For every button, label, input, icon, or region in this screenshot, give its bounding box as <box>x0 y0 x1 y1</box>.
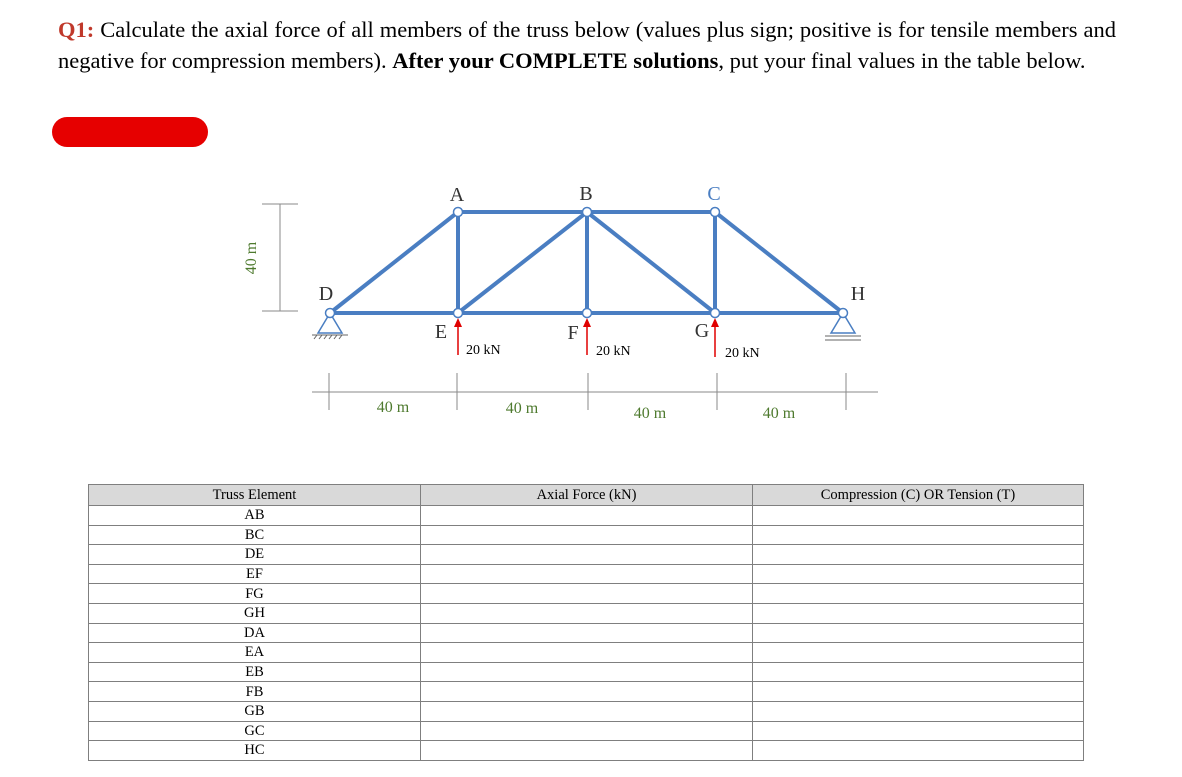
element-name-cell: GH <box>89 603 421 623</box>
compression-tension-cell[interactable] <box>753 701 1084 721</box>
compression-tension-cell[interactable] <box>753 525 1084 545</box>
element-name-cell: EB <box>89 662 421 682</box>
joint-e <box>454 309 463 318</box>
table-row <box>89 584 1084 604</box>
table-row <box>89 682 1084 702</box>
table-row <box>89 701 1084 721</box>
node-label-e: E <box>434 321 448 343</box>
node-label-a: A <box>449 184 465 206</box>
joint-d <box>326 309 335 318</box>
element-name-cell: AB <box>89 506 421 526</box>
axial-force-cell[interactable] <box>421 545 753 565</box>
question-label: Q1: <box>58 17 95 42</box>
table-row <box>89 545 1084 565</box>
axial-force-cell[interactable] <box>421 662 753 682</box>
compression-tension-cell[interactable] <box>753 564 1084 584</box>
member-eb <box>458 212 587 313</box>
axial-force-cell[interactable] <box>421 623 753 643</box>
load-label-e: 20 kN <box>466 343 501 358</box>
load-label-g: 20 kN <box>725 346 760 361</box>
element-name-cell: HC <box>89 741 421 761</box>
table-row <box>89 506 1084 526</box>
axial-force-cell[interactable] <box>421 643 753 663</box>
compression-tension-cell[interactable] <box>753 506 1084 526</box>
compression-tension-cell[interactable] <box>753 643 1084 663</box>
header-truss-element: Truss Element <box>89 485 421 506</box>
element-name-cell: FG <box>89 584 421 604</box>
axial-force-cell[interactable] <box>421 721 753 741</box>
compression-tension-cell[interactable] <box>753 682 1084 702</box>
element-name-cell: BC <box>89 525 421 545</box>
span-label-2: 40 m <box>505 400 539 417</box>
compression-tension-cell[interactable] <box>753 584 1084 604</box>
table-row <box>89 662 1084 682</box>
compression-tension-cell[interactable] <box>753 603 1084 623</box>
header-axial-force: Axial Force (kN) <box>421 485 753 506</box>
element-name-cell: DE <box>89 545 421 565</box>
joint-c <box>711 208 720 217</box>
compression-tension-cell[interactable] <box>753 545 1084 565</box>
joint-h <box>839 309 848 318</box>
span-label-4: 40 m <box>762 405 796 422</box>
compression-tension-cell[interactable] <box>753 623 1084 643</box>
element-name-cell: GC <box>89 721 421 741</box>
table-row <box>89 564 1084 584</box>
joint-g <box>711 309 720 318</box>
load-label-f: 20 kN <box>596 344 631 359</box>
compression-tension-cell[interactable] <box>753 662 1084 682</box>
member-gb <box>587 212 715 313</box>
axial-force-cell[interactable] <box>421 584 753 604</box>
truss-members <box>330 212 843 313</box>
span-label-3: 40 m <box>633 405 667 422</box>
node-label-f: F <box>567 322 579 344</box>
span-label-1: 40 m <box>376 399 410 416</box>
member-da <box>330 212 458 313</box>
table-row <box>89 643 1084 663</box>
answer-table-body <box>89 506 1084 761</box>
member-hc <box>715 212 843 313</box>
table-header-row <box>89 485 1084 506</box>
axial-force-cell[interactable] <box>421 525 753 545</box>
height-label: 40 m <box>243 241 260 275</box>
node-label-b: B <box>579 183 593 205</box>
element-name-cell: DA <box>89 623 421 643</box>
joint-a <box>454 208 463 217</box>
element-name-cell: EF <box>89 564 421 584</box>
axial-force-cell[interactable] <box>421 603 753 623</box>
node-label-d: D <box>318 283 334 305</box>
element-name-cell: EA <box>89 643 421 663</box>
question-bold-text: After your COMPLETE solutions <box>392 48 719 73</box>
table-row <box>89 525 1084 545</box>
element-name-cell: FB <box>89 682 421 702</box>
axial-force-cell[interactable] <box>421 741 753 761</box>
header-compression-tension: Compression (C) OR Tension (T) <box>753 485 1084 506</box>
table-row <box>89 741 1084 761</box>
node-label-g: G <box>694 320 710 342</box>
axial-force-cell[interactable] <box>421 682 753 702</box>
question-text-part1: Calculate the axial force of all members of the truss below (values plus sign; positive is for tensile members and negative for compression members). <box>58 17 1116 73</box>
height-dimension <box>262 204 298 311</box>
table-row <box>89 623 1084 643</box>
answer-table <box>88 484 1084 761</box>
compression-tension-cell[interactable] <box>753 721 1084 741</box>
table-row <box>89 721 1084 741</box>
axial-force-cell[interactable] <box>421 506 753 526</box>
table-row <box>89 603 1084 623</box>
joint-b <box>583 208 592 217</box>
compression-tension-cell[interactable] <box>753 741 1084 761</box>
axial-force-cell[interactable] <box>421 701 753 721</box>
joint-f <box>583 309 592 318</box>
node-label-c: C <box>707 183 721 205</box>
axial-force-cell[interactable] <box>421 564 753 584</box>
question-text-part2: , put your final values in the table below. <box>718 48 1086 73</box>
node-label-h: H <box>850 283 866 305</box>
element-name-cell: GB <box>89 701 421 721</box>
